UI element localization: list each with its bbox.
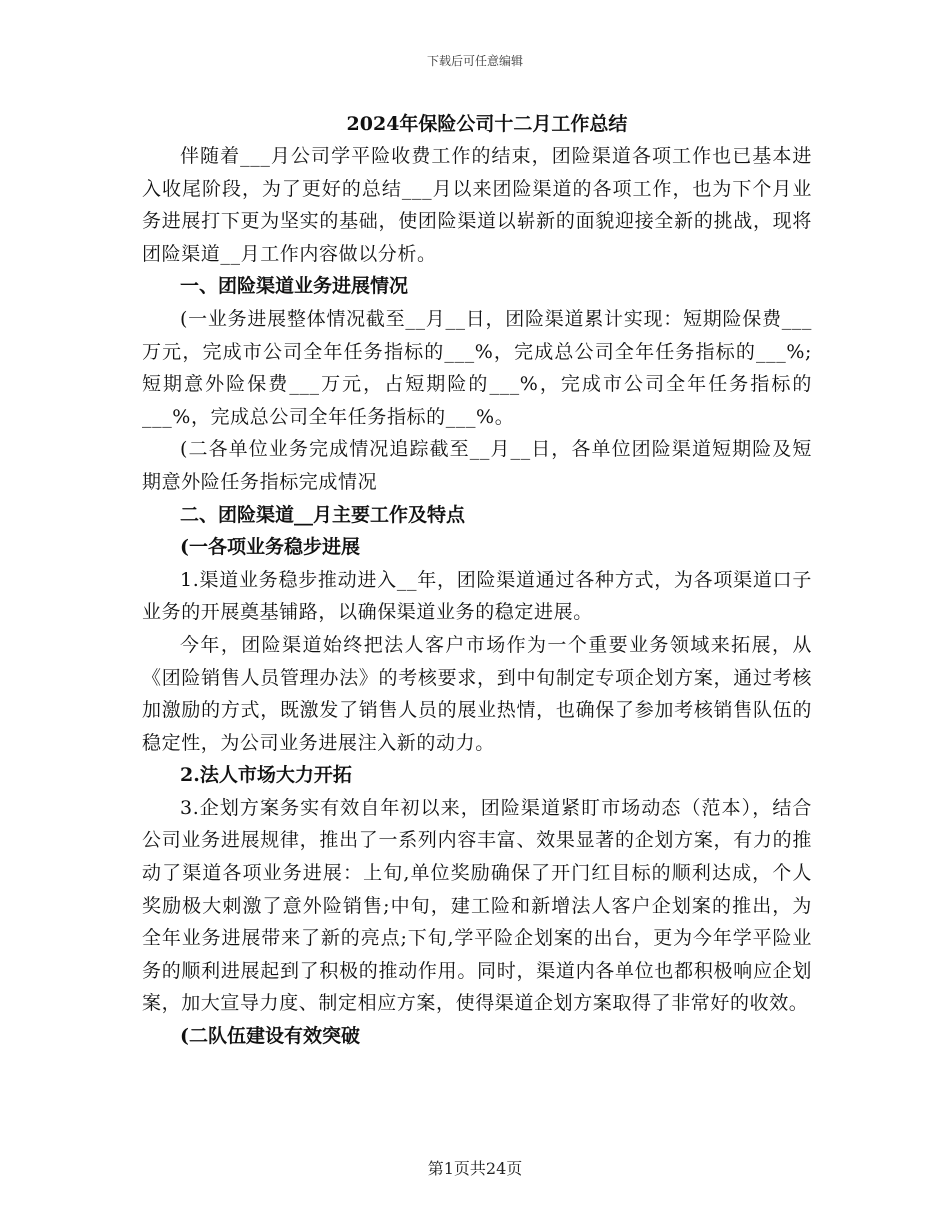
paragraph-corporate-market: 今年，团险渠道始终把法人客户市场作为一个重要业务领域来拓展，从《团险销售人员管理办法》的考核要求，到中旬制定专项企划方案，通过考核加激励的方式，既激发了销售人员的展业热情，也确保了参加考核销售队伍的稳定性，为公司业务进展注入新的动力。	[142, 633, 812, 754]
paragraph-unit-tracking: (二各单位业务完成情况追踪截至__月__日，各单位团险渠道短期险及短期意外险任务指标完成情况	[142, 438, 812, 493]
subsection-heading-market: 2.法人市场大力开拓	[180, 764, 352, 787]
paragraph-overall-progress: (一业务进展整体情况截至__月__日，团险渠道累计实现：短期险保费___万元，完成市公司全年任务指标的___%，完成总公司全年任务指标的___%;短期意外险保费___万元，占短期险的___%，完成市公司全年任务指标的___%，完成总公司全年任务指标的___%。	[142, 307, 812, 428]
section-heading-1: 一、团险渠道业务进展情况	[180, 275, 409, 298]
paragraph-channel-business: 1.渠道业务稳步推动进入__年，团险渠道通过各种方式，为各项渠道口子业务的开展奠基铺路，以确保渠道业务的稳定进展。	[142, 568, 812, 624]
document-body	[142, 108, 812, 1053]
paragraph-planning: 3.企划方案务实有效自年初以来，团险渠道紧盯市场动态（范本），结合公司业务进展规律，推出了一系列内容丰富、效果显著的企划方案，有力的推动了渠道各项业务进展：上旬,单位奖励确保了开门红目标的顺利达成，个人奖励极大刺激了意外险销售;中旬，建工险和新增法人客户企划案的推出，为全年业务进展带来了新的亮点;下旬,学平险企划案的出台，更为今年学平险业务的顺利进展起到了积极的推动作用。同时，渠道内各单位也都积极响应企划案，加大宣导力度、制定相应方案，使得渠道企划方案取得了非常好的收效。	[142, 796, 812, 1015]
subsection-heading-1: (一各项业务稳步进展	[180, 536, 360, 559]
document-title: 2024年保险公司十二月工作总结	[346, 113, 628, 135]
page-footer: 第1页共24页	[427, 1159, 523, 1178]
header-note: 下载后可任意编辑	[426, 54, 523, 68]
section-heading-2: 二、团险渠道__月主要工作及特点	[180, 503, 466, 526]
intro-paragraph: 伴随着___月公司学平险收费工作的结束，团险渠道各项工作也已基本进入收尾阶段，为了更好的总结___月以来团险渠道的各项工作，也为下个月业务进展打下更为坚实的基础，使团险渠道以崭新的面貌迎接全新的挑战，现将团险渠道__月工作内容做以分析。	[142, 145, 812, 265]
subsection-heading-2: (二队伍建设有效突破	[180, 1025, 360, 1048]
